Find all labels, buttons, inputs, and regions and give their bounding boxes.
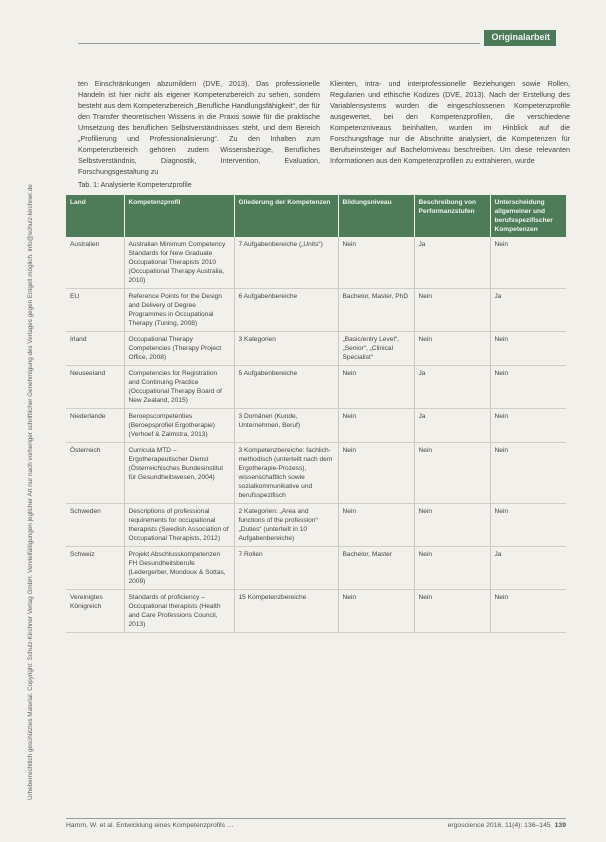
table-cell: Bachelor, Master, PhD (338, 289, 414, 332)
table-cell: Nein (338, 237, 414, 289)
table-cell: 15 Kompetenzbereiche (234, 590, 338, 633)
table-cell: Australien (66, 237, 124, 289)
column-header: Kompetenzprofil (124, 195, 234, 237)
header-rule (78, 43, 480, 44)
table-cell: Beroepscompetenties (Beroepsprofiel Ergotherapie) (Verhoef & Zalmstra, 2013) (124, 409, 234, 443)
table-cell: EU (66, 289, 124, 332)
table-cell: Nein (414, 443, 490, 504)
table-cell: Nein (490, 409, 566, 443)
table-row (66, 547, 566, 590)
table-row (66, 237, 566, 289)
table-row (66, 332, 566, 366)
table-cell: Österreich (66, 443, 124, 504)
table-cell: Nein (414, 590, 490, 633)
paragraph-left: ten Einschränkungen abzumildern (DVE, 2013). Das professionelle Handeln ist hier nicht als eigener Kompetenzbereich zu sehen, sondern besteht aus dem Kompetenzbereich „Berufliche Handlungsfähigkeit“, der für den Transfer theoretischen Wissens in die Praxis sowie für die praktische Umsetzung des beruflichen Selbstverständnisses steht, und dem Bereich „Profilierung und Professionalisierung“. Zu den Inhalten zum Kompetenzbereich gehören zudem Wissensbezüge, Berufliches Selbstverständnis, Diagnostik, Intervention, Evaluation, Forschungsgestaltung zu (78, 79, 320, 176)
table-cell: Nein (490, 443, 566, 504)
body-left-column (78, 78, 320, 177)
column-header: Gliederung der Kompetenzen (234, 195, 338, 237)
footer-citation: Hamm, W. et al. Entwicklung eines Kompetenzprofils … (66, 822, 234, 829)
table-cell: Ja (414, 409, 490, 443)
footer-rule (66, 818, 566, 819)
table-cell: Nein (338, 366, 414, 409)
table-body (66, 237, 566, 633)
table-cell: Ja (414, 237, 490, 289)
table-cell: Standards of proficiency – Occupational therapists (Health and Care Professions Council, 2013) (124, 590, 234, 633)
column-header: Unterscheidung allgemeiner und berufsspezifischer Kompetenzen (490, 195, 566, 237)
table-cell: 6 Aufgabenbereiche (234, 289, 338, 332)
table-cell: Ja (414, 366, 490, 409)
table-cell: Nein (338, 590, 414, 633)
table-cell: Neuseeland (66, 366, 124, 409)
table-cell: Nein (338, 443, 414, 504)
footer-journal-ref: ergoscience 2016, 11(4): 136–145 (447, 822, 551, 829)
table-cell: Projekt Abschlusskompetenzen FH Gesundheitsberufe (Ledergerber, Mondoux & Sottas, 2009) (124, 547, 234, 590)
table-cell: Nein (490, 366, 566, 409)
table-cell: Nein (490, 237, 566, 289)
table-cell: Vereinigtes Königreich (66, 590, 124, 633)
table-cell: 3 Domänen (Kunde, Unternehmen, Beruf) (234, 409, 338, 443)
table-row (66, 504, 566, 547)
table-cell: Nein (338, 409, 414, 443)
table-caption: Tab. 1: Analysierte Kompetenzprofile (78, 182, 192, 189)
table-cell: Nein (490, 590, 566, 633)
footer-journal (448, 822, 566, 829)
table-cell: 3 Kategorien (234, 332, 338, 366)
table-cell: 5 Aufgabenbereiche (234, 366, 338, 409)
table-row (66, 366, 566, 409)
table-cell: Occupational Therapy Competencies (Therapy Project Office, 2008) (124, 332, 234, 366)
table-cell: Reference Points for the Design and Delivery of Degree Programmes in Occupational Therapy (Tuning, 2008) (124, 289, 234, 332)
paragraph-right: Klienten, intra- und interprofessionelle Beziehungen sowie Rollen, Regularien und ethische Kodizes (DVE, 2013). Nach der Erstellung des Variablensystems wurden die eingeschlossenen Kompetenzprofile ausgewertet, bei den Kompetenzprofilen, die verschiedene Kompetenzniveaus beinhalten, wurden im Hinblick auf die Forschungsfrage nur die Abschnitte analysiert, die Kompetenzen für Berufseinsteiger auf Bachelorniveau beschreiben. Um diese relevanten Informationen aus den Kompetenzprofilen zu extrahieren, wurde (330, 79, 570, 165)
copyright-margin-note: Urheberrechtlich geschütztes Material. Copyright: Schulz-Kirchner Verlag GmbH. Vervielfältigungen jeglicher Art nur nach vorheriger schriftlicher Genehmigung des Verlages gegen Entgelt möglich. info@schulz-kirchner.de (27, 184, 34, 800)
table-cell: Nein (414, 332, 490, 366)
table-cell: Descriptions of professional requirements for occupational therapists (Swedish Association of Occupational Therapists, 2012) (124, 504, 234, 547)
table-row (66, 443, 566, 504)
table-cell: Schweden (66, 504, 124, 547)
table-cell: 7 Aufgabenbereiche („Units“) (234, 237, 338, 289)
table-cell: „Basic/entry Level“, „Senior“, „Clinical Specialist“ (338, 332, 414, 366)
table-cell: 2 Kategorien: „Area and functions of the profession“ „Duties“ (unterteilt in 10 Aufgabenbereiche) (234, 504, 338, 547)
table-cell: Ja (490, 289, 566, 332)
table-cell: Nein (490, 332, 566, 366)
table-cell: Curricula MTD – Ergotherapeutischer Dienst (Österreichisches Bundesinstitut für Gesundheitswesen, 2004) (124, 443, 234, 504)
table-cell: Nein (414, 504, 490, 547)
column-header: Beschreibung von Performanzstufen (414, 195, 490, 237)
table-row (66, 289, 566, 332)
table-cell: Irland (66, 332, 124, 366)
body-right-column (330, 78, 570, 166)
table-cell: Nein (414, 289, 490, 332)
table-cell: Australian Minimum Competency Standards for New Graduate Occupational Therapists 2010 (Occupational Therapy Australia, 2010) (124, 237, 234, 289)
table-cell: Bachelor, Master (338, 547, 414, 590)
table-cell: Niederlande (66, 409, 124, 443)
table-cell: Ja (490, 547, 566, 590)
column-header: Bildungsniveau (338, 195, 414, 237)
table-row (66, 590, 566, 633)
table-cell: 3 Kompetenzbereiche: fachlich-methodisch (unterteilt nach dem Ergotherapie-Prozess), wissenschaftlich sowie sozialkommunikative und berufsspezifisch (234, 443, 338, 504)
table-cell: Competencies for Registration and Continuing Practice (Occupational Therapy Board of New Zealand, 2015) (124, 366, 234, 409)
page-number: 139 (554, 822, 566, 829)
section-label: Originalarbeit (484, 30, 556, 46)
competency-profiles-table (66, 195, 566, 633)
column-header: Land (66, 195, 124, 237)
table-cell: Nein (490, 504, 566, 547)
table-cell: Nein (414, 547, 490, 590)
table-cell: Schweiz (66, 547, 124, 590)
table-cell: Nein (338, 504, 414, 547)
table-row (66, 409, 566, 443)
table-cell: 7 Rollen (234, 547, 338, 590)
table-header-row (66, 195, 566, 237)
